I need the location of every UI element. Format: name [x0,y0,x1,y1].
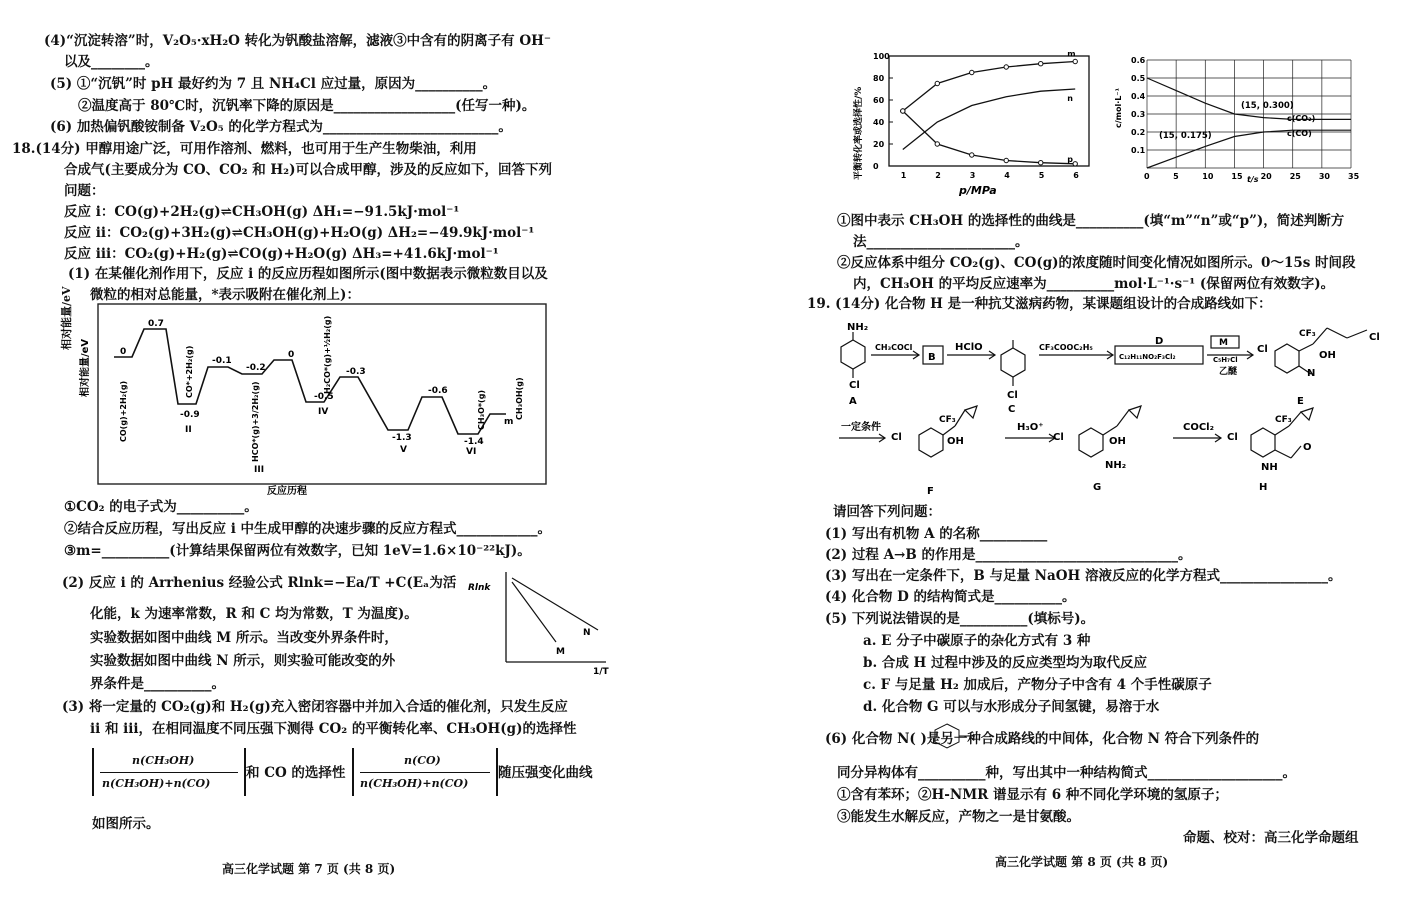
atom-cl-h: Cl [1227,432,1238,443]
chart1-ytick: 60 [873,96,885,105]
chart1-point-m [970,70,974,74]
level-label-4: -0.2 [246,363,266,373]
chart1-point-m [1073,59,1077,63]
q18-1-sub3: ③m=__________(计算结果保留两位有效数字，已知 1eV=1.6×10⁻²²kJ)。 [64,543,531,559]
q18-intro-1: 18.(14分) 甲醇用途广泛，可用作溶剂、燃料，也可用于生产生物柴油，利用 [12,141,477,157]
ch3oh-denominator: n(CH₃OH)+n(CO) [102,777,211,790]
chart1-ytick: 40 [873,118,885,127]
q18-2-line2: 化能，k 为速率常数，R 和 C 均为常数，T 为温度)。 [90,606,418,622]
species-2: HCO*(g)+3/2H₂(g) [251,381,260,462]
label-F: F [927,486,934,497]
atom-cl-g: Cl [1053,432,1064,443]
reagent-hclo: HClO [955,342,983,353]
q18-1-line2: 微粒的相对总能量，*表示吸附在催化剂上)： [90,287,360,303]
chart1-label-m: m [1067,49,1076,59]
reaction-i: 反应 i：CO(g)+2H₂(g)⇌CH₃OH(g) ΔH₁=−91.5kJ·mol⁻¹ [64,204,460,220]
q19-6-line2: 同分异构体有__________种，写出其中一种结构简式____________________。 [837,765,1296,781]
chart2-ytick: 0.2 [1131,128,1146,137]
chart2-ytick: 0.5 [1131,74,1146,83]
chart2-ylabel: c/mol·L⁻¹ [1114,87,1123,128]
chart2-ytick: 0.1 [1131,146,1146,155]
level-label-7: -0.3 [346,367,366,377]
species-5: CH₃OH(g) [515,377,524,420]
ch3oh-selectivity-formula [92,748,246,796]
label-D: D [1155,336,1164,347]
chart1-xtick: 1 [900,171,907,180]
atom-cf3-e: CF₃ [1299,329,1316,339]
chart2-xtick: 0 [1144,172,1150,181]
chart2-xtick: 10 [1202,172,1214,181]
q19-2: (2) 过程 A→B 的作用是______________________________。 [825,547,1192,563]
energy-ylabel: 相对能量/eV [80,338,91,397]
atom-cl-f: Cl [891,432,902,443]
q18-3-line2: ii 和 iii，在相同温度不同压强下测得 CO₂ 的平衡转化率、CH₃OH(g)的选择性 [90,721,577,737]
chart2-xtick: 35 [1348,172,1360,181]
right-page [703,0,1403,900]
footer-page-7: 高三化学试题 第 7 页 (共 8 页) [222,862,396,876]
chart1-point-p [935,142,939,146]
chart1-label-p: p [1067,154,1073,164]
atom-cl-e: Cl [1257,344,1268,355]
chart2-ytick: 0.3 [1131,110,1146,119]
reaction-ii: 反应 ii：CO₂(g)+3H₂(g)⇌CH₃OH(g)+H₂O(g) ΔH₂=−49.9kJ·mol⁻¹ [64,225,535,241]
species-0: CO(g)+2H₂(g) [119,380,128,442]
chart1-ytick: 80 [873,74,885,83]
species-3: H₂CO*(g)+½H₂(g) [323,315,332,394]
chart1-xtick: 6 [1073,171,1079,180]
label-G: G [1093,482,1102,493]
chart2-xtick: 30 [1318,172,1330,181]
q19-6-condition2: ③能发生水解反应，产物之一是甘氨酸。 [837,809,1080,825]
reagent-h3o: H₃O⁺ [1017,422,1044,433]
atom-n-e: N [1307,368,1316,379]
q19-5-option-c: c. F 与足量 H₂ 加成后，产物分子中含有 4 个手性碳原子 [863,677,1212,693]
q19-4: (4) 化合物 D 的结构简式是__________。 [825,589,1076,605]
label-A: A [849,396,857,407]
atom-oh-e: OH [1319,350,1336,361]
q18-1-sub1: ①CO₂ 的电子式为__________。 [64,499,258,515]
concentration-time-chart [1111,52,1361,184]
chart1-point-p [970,153,974,157]
q18-3-line1: (3) 将一定量的 CO₂(g)和 H₂(g)充入密闭容器中并加入合适的催化剂，只发生反应 [62,699,568,715]
chart1-label-n: n [1067,94,1073,103]
atom-oh-g: OH [1109,436,1126,447]
q18-intro-3: 问题： [64,183,105,199]
energy-xlabel: 反应历程 [267,486,307,497]
ch3oh-numerator: n(CH₃OH) [132,754,195,767]
q19-1: (1) 写出有机物 A 的名称__________ [825,526,1048,542]
q19-6-condition1: ①含有苯环；②H-NMR 谱显示有 6 种不同化学环境的氢原子； [837,787,1228,803]
chart1-xtick: 2 [935,171,941,180]
chart2-xlabel: t/s [1247,175,1259,184]
q17-5-line2: ②温度高于 80℃时，沉钒率下降的原因是__________________(任写一种)。 [78,98,536,114]
co-selectivity-label: 和 CO 的选择性 [246,765,346,781]
chart1-point-p [1039,161,1043,165]
reagent-ether: 乙醚 [1219,367,1238,377]
q18-3-sub1-line1: ①图中表示 CH₃OH 的选择性的曲线是__________(填“m”“n”或“p”)，简述判断方 [837,213,1345,229]
atom-cf3-f: CF₃ [939,415,956,425]
q19-questions-heading: 请回答下列问题： [833,504,941,520]
chart2-ytick: 0.6 [1131,56,1146,65]
q18-3-sub2-line1: ②反应体系中组分 CO₂(g)、CO(g)的浓度随时间变化情况如图所示。0～15s 时间段 [837,255,1356,271]
level-label-3: -0.1 [212,356,232,366]
reagent-d-formula: C₁₂H₁₁NO₂F₃Cl₂ [1119,353,1176,361]
annotation-15-0175: (15, 0.175) [1159,131,1212,141]
atom-cl-a: Cl [849,380,860,391]
q17-4-line2: 以及________。 [64,54,159,70]
roman-III: III [254,465,265,475]
chart1-point-m [935,81,939,85]
q18-3-sub2-line2: 内，CH₃OH 的平均反应速率为__________mol·L⁻¹·s⁻¹ (保留两位有效数字)。 [853,276,1335,292]
q19-3: (3) 写出在一定条件下，B 与足量 NaOH 溶液反应的化学方程式________________。 [825,568,1342,584]
co-numerator: n(CO) [404,754,441,767]
arrhenius-xlabel: 1/T [593,667,609,677]
chart1-series-n [903,89,1075,150]
level-label-11: m [504,417,514,427]
q19-5-option-a: a. E 分子中碳原子的杂化方式有 3 种 [863,633,1091,649]
q18-2-line1: (2) 反应 i 的 Arrhenius 经验公式 Rlnk=−Ea/T +C(Eₐ为活 [62,575,457,591]
footer-page-8: 高三化学试题 第 8 页 (共 8 页) [995,855,1169,869]
atom-nh-h: NH [1261,462,1278,473]
curve-N-label: N [583,628,591,638]
reagent-cocl2: COCl₂ [1183,422,1214,433]
label-H: H [1259,482,1268,493]
roman-VI: VI [466,447,477,457]
chart1-series-p [903,111,1075,164]
q17-4-line1: (4)“沉淀转溶”时，V₂O₅·xH₂O 转化为钒酸盐溶解，滤液③中含有的阴离子有 OH⁻ [44,33,551,49]
roman-IV: IV [318,407,329,417]
q19-5-option-d: d. 化合物 G 可以与水形成分子间氢键，易溶于水 [863,699,1160,715]
level-label-9: -0.6 [428,386,448,396]
arrhenius-ylabel: Rlnk [468,583,491,593]
level-label-10: -1.4 [464,437,484,447]
atom-cl-c: Cl [1007,390,1018,401]
q18-2-line4: 实验数据如图中曲线 N 所示，则实验可能改变的外 [90,653,396,669]
q19-6-line1: (6) 化合物 N( )是另一种合成路线的中间体，化合物 N 符合下列条件的 [825,731,1260,747]
energy-profile-diagram [80,302,550,497]
q17-5-line1: (5) ①“沉钒”时 pH 最好约为 7 且 NH₄Cl 应过量，原因为__________。 [50,76,497,92]
author-credit: 命题、校对：高三化学命题组 [1183,830,1359,846]
chart1-point-m [1039,62,1043,66]
q18-1-sub2: ②结合反应历程，写出反应 i 中生成甲醇的决速步骤的反应方程式____________。 [64,521,552,537]
arrhenius-plot [466,570,616,678]
q18-2-line5: 界条件是__________。 [90,676,225,692]
reagent-condition: 一定条件 [841,422,881,433]
reagent-c5h7cl: C₅H₇Cl [1213,356,1238,364]
level-label-6: -0.5 [314,392,334,402]
q18-intro-2: 合成气(主要成分为 CO、CO₂ 和 H₂)可以合成甲醇，涉及的反应如下，回答下列 [64,162,552,178]
label-C: C [1008,404,1016,415]
chart2-xtick: 20 [1260,172,1272,181]
pressure-curve-text: 随压强变化曲线 [498,765,593,781]
chart1-ytick: 0 [873,162,879,171]
label-E: E [1297,396,1304,407]
label-M: M [1219,338,1228,348]
energy-ylabel-text: 相对能量/eV [60,286,73,350]
synthesis-scheme [827,318,1393,498]
level-label-2: -0.9 [180,410,200,420]
chart1-point-p [901,109,905,113]
reaction-iii: 反应 iii：CO₂(g)+H₂(g)⇌CO(g)+H₂O(g) ΔH₃=+41.6kJ·mol⁻¹ [64,246,499,262]
legend-co: c(CO) [1287,129,1312,138]
level-label-8: -1.3 [392,433,412,443]
q18-2-line3: 实验数据如图中曲线 M 所示。当改变外界条件时， [90,630,398,646]
roman-II: II [185,425,192,435]
q17-6-line: (6) 加热偏钒酸铵制备 V₂O₅ 的化学方程式为__________________________。 [50,119,512,135]
chart2-xtick: 25 [1289,172,1301,181]
level-label-0: 0 [120,347,127,357]
compound-n-structure [917,718,1001,752]
chart1-xtick: 4 [1004,171,1010,180]
q18-1-line1: (1) 在某催化剂作用下，反应 i 的反应历程如图所示(图中数据表示微粒数目以及 [68,266,548,282]
chart2-ytick: 0.4 [1131,92,1146,101]
q19-intro: 19. (14分) 化合物 H 是一种抗艾滋病药物，某课题组设计的合成路线如下： [807,296,1272,312]
roman-V: V [400,445,407,455]
chart2-series-line [1147,78,1351,119]
chart1-point-m [1004,65,1008,69]
chart1-xlabel: p/MPa [959,184,997,197]
q19-5-option-b: b. 合成 H 过程中涉及的反应类型均为取代反应 [863,655,1147,671]
level-label-5: 0 [288,350,295,360]
q19-5: (5) 下列说法错误的是__________(填标号)。 [825,611,1095,627]
reagent-ch3cocl: CH₃COCl [875,343,913,352]
label-B: B [928,352,936,363]
chart1-ytick: 100 [873,52,890,61]
atom-cf3-h: CF₃ [1275,415,1292,425]
q18-3-sub1-line2: 法______________________。 [853,234,1029,250]
atom-o-h: O [1303,442,1312,453]
curve-M-label: M [556,647,565,657]
chart1-ytick: 20 [873,140,885,149]
chart1-xtick: 5 [1038,171,1045,180]
co-denominator: n(CH₃OH)+n(CO) [360,777,469,790]
atom-nh2-g: NH₂ [1105,460,1127,471]
annotation-15-0300: (15, 0.300) [1241,101,1294,111]
as-shown-text: 如图所示。 [92,816,160,832]
atom-nh2-a: NH₂ [847,322,869,333]
level-label-1: 0.7 [148,319,164,329]
legend-co2: c(CO₂) [1287,114,1316,123]
species-4: CH₃O*(g) [477,389,486,430]
chart1-ylabel: 平衡转化率或选择性/% [854,86,864,180]
chart1-point-p [1004,158,1008,162]
left-page [0,0,700,900]
chart1-series-m [903,62,1075,112]
co-selectivity-formula [352,748,498,796]
selectivity-pressure-chart [849,48,1099,196]
atom-cl-chain: Cl [1369,332,1380,343]
chart2-xtick: 5 [1173,172,1179,181]
chart1-xtick: 3 [969,171,976,180]
species-1: CO*+2H₂(g) [185,345,194,398]
chart1-point-p [1073,162,1077,166]
chart2-xtick: 15 [1231,172,1243,181]
reagent-cf3cooc2h5: CF₃COOC₂H₅ [1039,343,1093,352]
atom-oh-f: OH [947,436,964,447]
